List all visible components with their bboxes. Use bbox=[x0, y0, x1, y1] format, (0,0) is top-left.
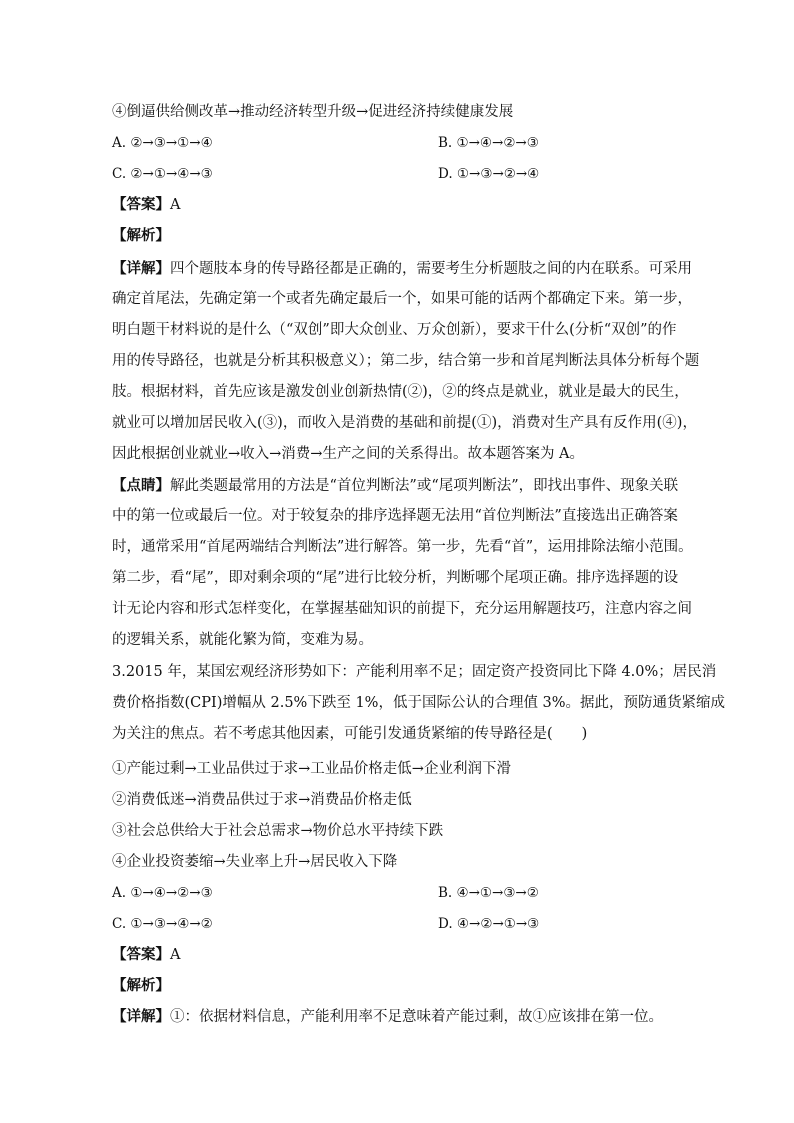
answer-tag: 【答案】 bbox=[112, 946, 170, 963]
q3-statement-3: ③社会总供给大于社会总需求→物价总水平持续下跌 bbox=[112, 823, 444, 839]
q3-option-c: C. ①→③→④→② bbox=[112, 916, 213, 932]
detail-line: 肢。根据材料，首先应该是激发创业创新热情(②)，②的终点是就业，就业是最大的民生， bbox=[112, 384, 689, 400]
answer-value: A bbox=[170, 947, 181, 963]
stem-line: 3.2015 年，某国宏观经济形势如下：产能利用率不足；固定资产投资同比下降 4.0%；居民消 bbox=[112, 664, 717, 680]
tip-line: 第二步，看“尾”，即对剩余项的“尾”进行比较分析，判断哪个尾项正确。排序选择题的设 bbox=[112, 570, 679, 586]
q3-statement-4: ④企业投资萎缩→失业率上升→居民收入下降 bbox=[112, 854, 398, 870]
detail-line: 用的传导路径，也就是分析其积极意义）；第二步，结合第一步和首尾判断法具体分析每个题 bbox=[112, 353, 700, 369]
answer-value: A bbox=[170, 197, 181, 213]
tip-line: 中的第一位或最后一位。对于较复杂的排序选择题无法用“首位判断法”直接选出正确答案 bbox=[112, 508, 678, 524]
q3-analysis-heading bbox=[112, 975, 684, 997]
q3-stem bbox=[112, 657, 726, 750]
q2-option-c: C. ②→①→④→③ bbox=[112, 166, 213, 182]
detail-text: ①：依据材料信息，产能利用率不足意味着产能过剩，故①应该排在第一位。 bbox=[170, 1009, 663, 1025]
q2-tip-paragraph bbox=[112, 470, 693, 656]
q3-statement-2: ②消费低迷→消费品供过于求→消费品价格走低 bbox=[112, 792, 412, 808]
q2-statement-4: ④倒逼供给侧改革→推动经济转型升级→促进经济持续健康发展 bbox=[112, 104, 514, 120]
q2-detail-paragraph bbox=[112, 253, 700, 470]
tip-line: 【点睛】解此类题最常用的方法是“首位判断法”或“尾项判断法”，即找出事件、现象关联 bbox=[112, 477, 679, 494]
tip-line: 计无论内容和形式怎样变化，在掌握基础知识的前提下，充分运用解题技巧，注意内容之间 bbox=[112, 601, 692, 617]
tip-line: 的逻辑关系，就能化繁为简，变难为易。 bbox=[112, 632, 373, 648]
q3-statement-1: ①产能过剩→工业品供过于求→工业品价格走低→企业利润下滑 bbox=[112, 761, 511, 777]
detail-line: 因此根据创业就业→收入→消费→生产之间的关系得出。故本题答案为 A。 bbox=[112, 446, 585, 462]
stem-line: 为关注的焦点。若不考虑其他因素，可能引发通货紧缩的传导路径是( ) bbox=[112, 726, 588, 742]
q3-answer bbox=[112, 944, 684, 966]
q3-option-b: B. ④→①→③→② bbox=[438, 885, 539, 901]
detail-line: 确定首尾法，先确定第一个或者先确定最后一个，如果可能的话两个都确定下来。第一步， bbox=[112, 291, 692, 307]
detail-tag: 【详解】 bbox=[112, 260, 170, 277]
answer-tag: 【答案】 bbox=[112, 196, 170, 213]
detail-tag: 【详解】 bbox=[112, 1008, 170, 1025]
stem-line: 费价格指数(CPI)增幅从 2.5%下跌至 1%，低于国际公认的合理值 3%。据此，预防通货紧缩成 bbox=[112, 695, 726, 711]
q3-detail bbox=[112, 1006, 684, 1028]
q2-option-a: A. ②→③→①→④ bbox=[112, 135, 213, 151]
q2-answer bbox=[112, 194, 684, 216]
q2-analysis-heading bbox=[112, 225, 684, 247]
detail-line: 【详解】四个题肢本身的传导路径都是正确的，需要考生分析题肢之间的内在联系。可采用 bbox=[112, 260, 692, 277]
q2-option-b: B. ①→④→②→③ bbox=[438, 135, 539, 151]
q3-option-d: D. ④→②→①→③ bbox=[438, 916, 540, 932]
q2-option-d: D. ①→③→②→④ bbox=[438, 166, 540, 182]
tip-tag: 【点睛】 bbox=[112, 477, 170, 494]
tip-line: 时，通常采用“首尾两端结合判断法”进行解答。第一步，先看“首”，运用排除法缩小范围。 bbox=[112, 539, 693, 555]
analysis-tag: 【解析】 bbox=[112, 227, 170, 244]
detail-line: 就业可以增加居民收入(③)，而收入是消费的基础和前提(①)，消费对生产具有反作用(④)， bbox=[112, 415, 697, 431]
detail-line: 明白题干材料说的是什么（“双创”即大众创业、万众创新），要求干什么(分析“双创”的作 bbox=[112, 322, 677, 338]
analysis-tag: 【解析】 bbox=[112, 977, 170, 994]
q3-option-a: A. ①→④→②→③ bbox=[112, 885, 213, 901]
